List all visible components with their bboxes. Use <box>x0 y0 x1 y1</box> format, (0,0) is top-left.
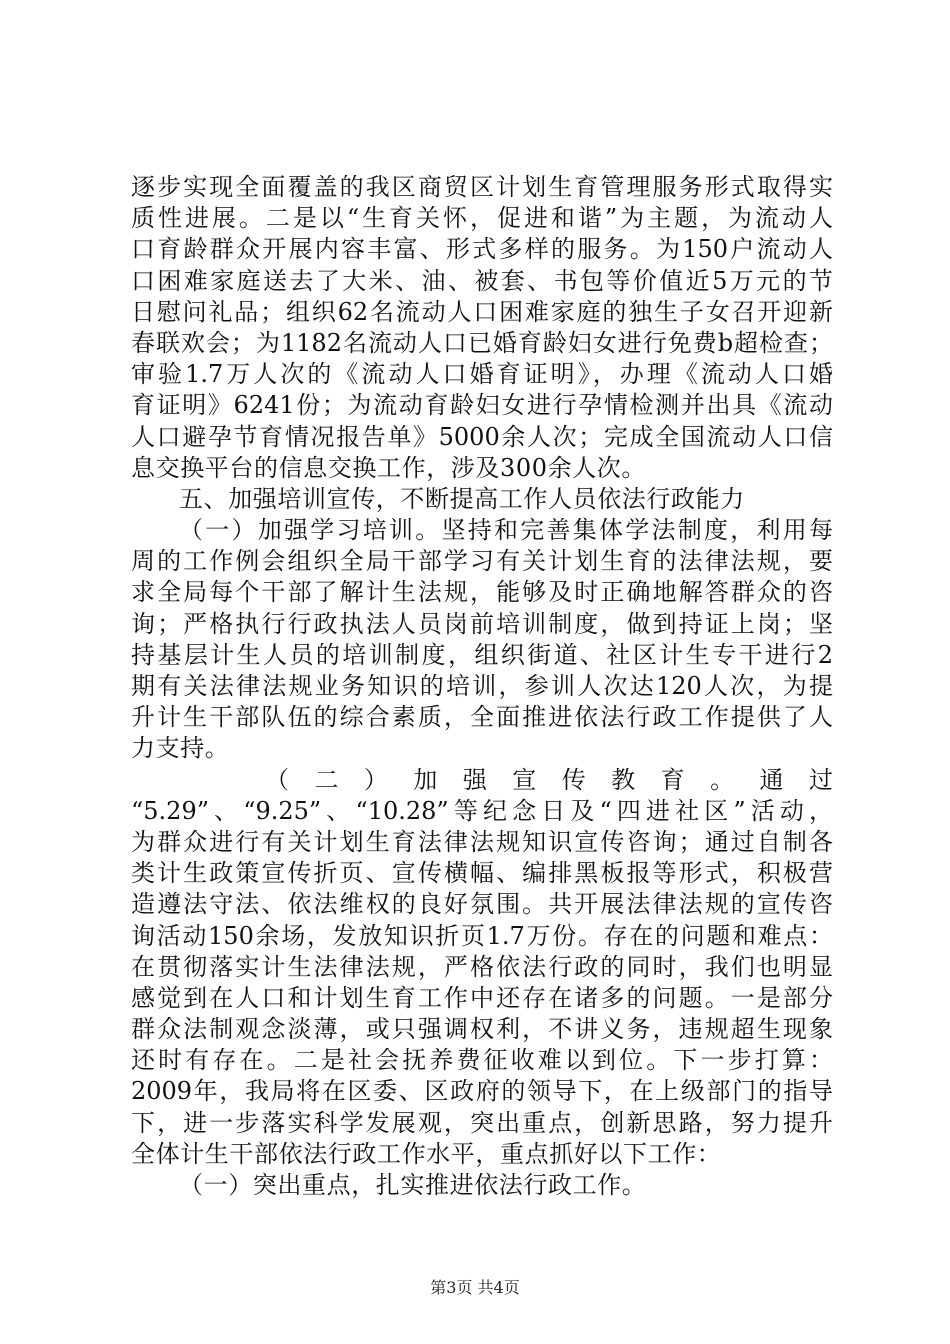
text-line: 质性进展。二是以“生育关怀，促进和谐”为主题，为流动人 <box>131 204 833 233</box>
text-line: 询活动150余场，发放知识折页1.7万份。存在的问题和难点： <box>131 921 833 950</box>
text-line: 升计生干部队伍的综合素质，全面推进依法行政工作提供了人 <box>131 703 833 732</box>
text-line: 期有关法律法规业务知识的培训，参训人次达120人次，为提 <box>131 672 833 700</box>
text-line: 育证明》6241份；为流动育龄妇女进行孕情检测并出具《流动 <box>131 391 833 420</box>
text-line: 询；严格执行行政执法人员岗前培训制度，做到持证上岗；坚 <box>131 609 833 638</box>
section-heading: 五、加强培训宣传，不断提高工作人员依法行政能力 <box>179 484 745 513</box>
text-line: 春联欢会；为1182名流动人口已婚育龄妇女进行免费b超检查； <box>131 328 833 357</box>
text-line: “5.29”、“9.25”、“10.28”等纪念日及“四进社区”活动， <box>131 796 833 825</box>
text-line: 造遵法守法、依法维权的良好氛围。共开展法律法规的宣传咨 <box>131 890 833 919</box>
text-line: 类计生政策宣传折页、宣传横幅、编排黑板报等形式，积极营 <box>131 859 833 888</box>
text-line: 人口避孕节育情况报告单》5000余人次；完成全国流动人口信 <box>131 422 833 451</box>
text-line: 求全局每个干部了解计生法规，能够及时正确地解答群众的咨 <box>131 578 833 607</box>
text-line: 息交换平台的信息交换工作，涉及300余人次。 <box>131 453 647 482</box>
text-line: 周的工作例会组织全局干部学习有关计划生育的法律法规，要 <box>131 547 833 576</box>
text-line: 感觉到在人口和计划生育工作中还存在诸多的问题。一是部分 <box>131 983 833 1012</box>
text-line: 在贯彻落实计生法律法规，严格依法行政的同时，我们也明显 <box>131 952 833 981</box>
text-line: 全体计生干部依法行政工作水平，重点抓好以下工作： <box>131 1139 722 1168</box>
subsection-heading: （一）突出重点，扎实推进依法行政工作。 <box>179 1171 647 1199</box>
text-line: 为群众进行有关计划生育法律法规知识宣传咨询；通过自制各 <box>131 827 833 856</box>
subsection-heading: （二）加强宣传教育。通过 <box>265 765 833 794</box>
text-line: （一）加强学习培训。坚持和完善集体学法制度，利用每 <box>179 516 833 545</box>
document-body <box>131 172 833 1201</box>
text-line: 持基层计生人员的培训制度，组织街道、社区计生专干进行2 <box>131 640 833 669</box>
page-number: 第3页 共4页 <box>430 1278 520 1297</box>
text-line: 力支持。 <box>131 734 230 763</box>
text-line: 口育龄群众开展内容丰富、形式多样的服务。为150户流动人 <box>131 235 833 264</box>
text-line: 2009年，我局将在区委、区政府的领导下，在上级部门的指导 <box>131 1077 833 1106</box>
text-line: 还时有存在。二是社会抚养费征收难以到位。下一步打算： <box>131 1046 833 1075</box>
text-line: 审验1.7万人次的《流动人口婚育证明》，办理《流动人口婚 <box>131 360 833 389</box>
text-line: 日慰问礼品；组织62名流动人口困难家庭的独生子女召开迎新 <box>131 297 833 326</box>
text-line: 逐步实现全面覆盖的我区商贸区计划生育管理服务形式取得实 <box>131 173 833 201</box>
text-line: 群众法制观念淡薄，或只强调权利，不讲义务，违规超生现象 <box>131 1015 833 1044</box>
text-line: 口困难家庭送去了大米、油、被套、书包等价值近5万元的节 <box>131 266 833 295</box>
text-line: 下，进一步落实科学发展观，突出重点，创新思路，努力提升 <box>131 1108 833 1137</box>
